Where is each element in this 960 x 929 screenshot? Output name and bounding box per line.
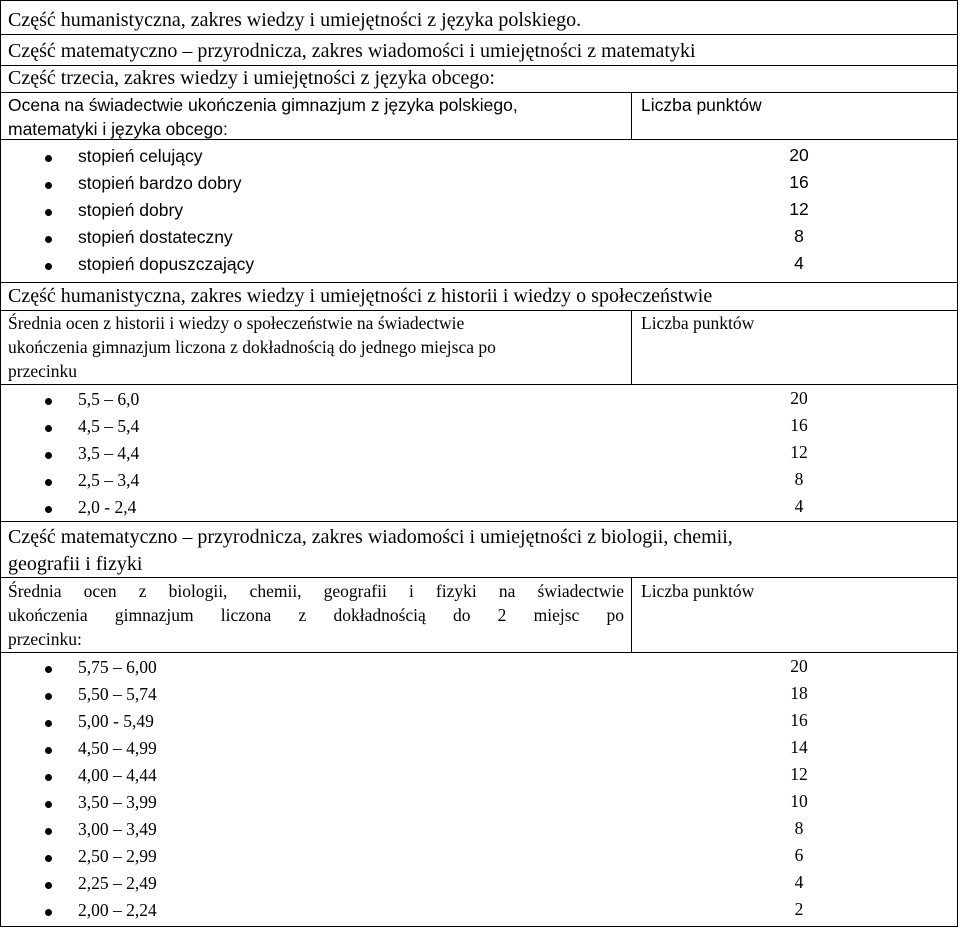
list-item-points: 4 [794, 872, 804, 892]
list-item-points: 16 [790, 710, 808, 730]
section1-desc-line-2: matematyki i języka obcego: [8, 119, 228, 139]
section3-title-line-1: Część matematyczno – przyrodnicza, zakres wiadomości i umiejętności z biologii, chemii, [8, 526, 733, 548]
header-line-3: Część trzecia, zakres wiedzy i umiejętności z języka obcego: [8, 67, 495, 89]
list-item-points: 20 [790, 388, 808, 408]
section3-desc-line-1: Średnia ocen z biologii, chemii, geografii i fizyki na świadectwie [8, 581, 624, 601]
list-item-label: stopień celujący [78, 146, 203, 166]
list-item-label: 4,50 – 4,99 [78, 738, 157, 758]
section2-desc-line-3: przecinku [8, 361, 77, 381]
bullet-icon [45, 425, 52, 432]
list-item-label: stopień bardzo dobry [78, 173, 242, 193]
column-divider [631, 577, 632, 652]
column-divider [631, 310, 632, 384]
bullet-icon [45, 263, 52, 270]
section3-title-line-2: geografii i fizyki [8, 553, 143, 575]
list-item-label: 5,00 - 5,49 [78, 711, 154, 731]
divider [1, 384, 957, 385]
list-item-label: 4,00 – 4,44 [78, 765, 157, 785]
bullet-icon [45, 747, 52, 754]
list-item-points: 18 [790, 683, 808, 703]
section3-desc-line-3: przecinku: [8, 629, 82, 649]
list-item-label: 2,5 – 3,4 [78, 470, 140, 490]
bullet-icon [45, 155, 52, 162]
list-item-label: 2,0 - 2,4 [78, 497, 137, 517]
bullet-icon [45, 828, 52, 835]
list-item-label: 3,5 – 4,4 [78, 443, 140, 463]
list-item-points: 14 [790, 737, 808, 757]
section2-points-header: Liczba punktów [641, 313, 755, 333]
list-item-label: 3,00 – 3,49 [78, 819, 157, 839]
divider [1, 65, 957, 66]
list-item-points: 12 [789, 199, 809, 219]
bullet-icon [45, 693, 52, 700]
list-item-points: 20 [789, 145, 809, 165]
header-line-2: Część matematyczno – przyrodnicza, zakres wiadomości i umiejętności z matematyki [8, 40, 696, 62]
bullet-icon [45, 452, 52, 459]
list-item-points: 4 [794, 253, 804, 273]
list-item-points: 20 [790, 656, 808, 676]
bullet-icon [45, 855, 52, 862]
list-item-points: 8 [794, 818, 804, 838]
list-item-label: stopień dobry [78, 200, 184, 220]
list-item-label: stopień dostateczny [78, 227, 233, 247]
list-item-label: 5,75 – 6,00 [78, 657, 157, 677]
list-item-label: 2,25 – 2,49 [78, 873, 157, 893]
list-item-points: 2 [794, 899, 804, 919]
column-divider [631, 92, 632, 139]
section2-desc-line-1: Średnia ocen z historii i wiedzy o społeczeństwie na świadectwie [8, 313, 465, 333]
divider [1, 34, 957, 35]
section1-points-header: Liczba punktów [641, 95, 762, 115]
section2-title: Część humanistyczna, zakres wiedzy i umiejętności z historii i wiedzy o społeczeństwie [8, 285, 713, 307]
divider [1, 652, 957, 653]
bullet-icon [45, 479, 52, 486]
list-item-points: 12 [790, 764, 808, 784]
list-item-points: 16 [790, 415, 808, 435]
bullet-icon [45, 398, 52, 405]
bullet-icon [45, 774, 52, 781]
section1-desc-line-1: Ocena na świadectwie ukończenia gimnazjum z języka polskiego, [8, 95, 518, 115]
section3-desc-line-2: ukończenia gimnazjum liczona z dokładnością do 2 miejsc po [8, 605, 624, 625]
bullet-icon [45, 182, 52, 189]
section2-desc-line-2: ukończenia gimnazjum liczona z dokładnością do jednego miejsca po [8, 337, 496, 357]
list-item-points: 16 [789, 172, 809, 192]
divider [1, 521, 957, 522]
bullet-icon [45, 506, 52, 513]
section3-points-header: Liczba punktów [641, 581, 755, 601]
header-line-1: Część humanistyczna, zakres wiedzy i umiejętności z języka polskiego. [8, 9, 582, 31]
bullet-icon [45, 209, 52, 216]
list-item-points: 4 [794, 496, 804, 516]
list-item-points: 8 [794, 469, 804, 489]
list-item-points: 6 [794, 845, 804, 865]
list-item-points: 8 [794, 226, 804, 246]
list-item-points: 10 [790, 791, 808, 811]
bullet-icon [45, 882, 52, 889]
list-item-label: 5,5 – 6,0 [78, 389, 140, 409]
list-item-label: 4,5 – 5,4 [78, 416, 140, 436]
list-item-points: 12 [790, 442, 808, 462]
bullet-icon [45, 666, 52, 673]
list-item-label: stopień dopuszczający [78, 254, 255, 274]
bullet-icon [45, 801, 52, 808]
bullet-icon [45, 720, 52, 727]
divider [1, 577, 957, 578]
divider [1, 92, 957, 93]
list-item-label: 3,50 – 3,99 [78, 792, 157, 812]
list-item-label: 5,50 – 5,74 [78, 684, 157, 704]
bullet-icon [45, 909, 52, 916]
divider [1, 139, 957, 140]
bullet-icon [45, 236, 52, 243]
divider [1, 310, 957, 311]
list-item-label: 2,00 – 2,24 [78, 900, 157, 920]
list-item-label: 2,50 – 2,99 [78, 846, 157, 866]
divider [1, 282, 957, 283]
